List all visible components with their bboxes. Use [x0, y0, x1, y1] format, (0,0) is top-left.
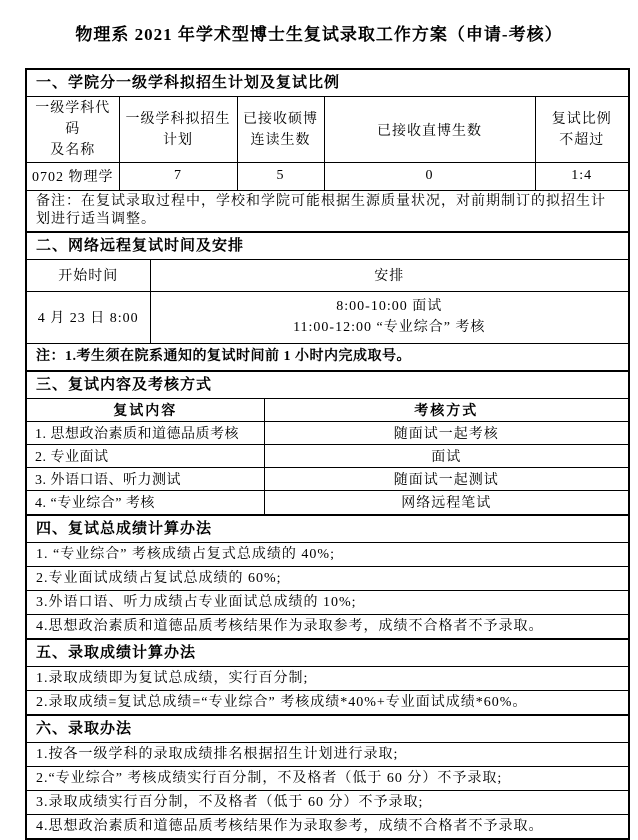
header-arrangement: 安排: [150, 259, 628, 291]
section-1-remark: 备注：在复试录取过程中，学校和学院可能根据生源质量状况，对前期制订的拟招生计划进行适当调整。: [27, 190, 628, 231]
list-item: 1. “专业综合” 考核成绩占复式总成绩的 40%;: [27, 542, 628, 566]
section-1-heading: 一、学院分一级学科拟招生计划及复试比例: [36, 75, 341, 91]
list-item: 4.思想政治素质和道德品质考核结果作为录取参考，成绩不合格者不予录取。: [27, 814, 628, 838]
arrangement-line-2: 11:00-12:00 “专业综合” 考核: [293, 320, 486, 336]
header-zhibo-count: 已接收直博生数: [324, 97, 535, 163]
table-row: [27, 491, 628, 514]
cell-method-2: 面试: [264, 445, 628, 468]
arrangement-line-1: 8:00-10:00 面试: [336, 299, 443, 315]
cell-start-time: 4 月 23 日 8:00: [27, 291, 150, 343]
list-item: 3.录取成绩实行百分制，不及格者（低于 60 分）不予录取;: [27, 790, 628, 814]
cell-ratio: 1:4: [535, 163, 628, 190]
cell-shuobo: 5: [237, 163, 324, 190]
section-5-heading: 五、录取成绩计算办法: [27, 638, 628, 666]
header-ratio: 复试比例 不超过: [535, 97, 628, 163]
table-header-row: [27, 259, 628, 291]
table-header-row: [27, 97, 628, 163]
cell-content-2: 2. 专业面试: [27, 445, 264, 468]
list-item: 2.录取成绩=复试总成绩=“专业综合” 考核成绩*40%+专业面试成绩*60%。: [27, 690, 628, 714]
enrollment-plan-table: [27, 96, 628, 190]
header-start-time: 开始时间: [27, 259, 150, 291]
table-row: [27, 422, 628, 445]
assessment-table: [27, 398, 628, 514]
table-row: [27, 468, 628, 491]
header-content: 复试内容: [27, 399, 264, 422]
table-row: [27, 163, 628, 190]
cell-content-1: 1. 思想政治素质和道德品质考核: [27, 422, 264, 445]
cell-method-3: 随面试一起测试: [264, 468, 628, 491]
section-2-note: 注：1.考生须在院系通知的复试时间前 1 小时内完成取号。: [27, 343, 628, 370]
table-row: [27, 445, 628, 468]
cell-code-name: 0702 物理学: [27, 163, 119, 190]
header-discipline-code: 一级学科代码 及名称: [27, 97, 119, 163]
cell-zhibo: 0: [324, 163, 535, 190]
cell-method-1: 随面试一起考核: [264, 422, 628, 445]
list-item: 4.思想政治素质和道德品质考核结果作为录取参考，成绩不合格者不予录取。: [27, 614, 628, 638]
main-table: [25, 68, 630, 840]
cell-method-4: 网络远程笔试: [264, 491, 628, 514]
header-shuobo-count: 已接收硕博 连读生数: [237, 97, 324, 163]
list-item: 1.按各一级学科的录取成绩排名根据招生计划进行录取;: [27, 742, 628, 766]
list-item: 3.外语口语、听力成绩占专业面试总成绩的 10%;: [27, 590, 628, 614]
table-header-row: [27, 399, 628, 422]
list-item: 1.录取成绩即为复试总成绩，实行百分制;: [27, 666, 628, 690]
cell-content-4: 4. “专业综合” 考核: [27, 491, 264, 514]
list-item: 2.“专业综合” 考核成绩实行百分制，不及格者（低于 60 分）不予录取;: [27, 766, 628, 790]
cell-arrangement: [150, 291, 628, 343]
page-title: 物理系 2021 年学术型博士生复试录取工作方案（申请-考核）: [75, 25, 563, 44]
section-3-heading: 三、复试内容及考核方式: [27, 370, 628, 398]
section-6-heading: 六、录取办法: [27, 714, 628, 742]
list-item: 2.专业面试成绩占复试总成绩的 60%;: [27, 566, 628, 590]
schedule-table: [27, 259, 628, 344]
section-2-heading: 二、网络远程复试时间及安排: [27, 231, 628, 259]
header-method: 考核方式: [264, 399, 628, 422]
table-row: [27, 291, 628, 343]
cell-plan: 7: [119, 163, 237, 190]
section-4-heading: 四、复试总成绩计算办法: [27, 514, 628, 542]
header-plan: 一级学科拟招生 计划: [119, 97, 237, 163]
cell-content-3: 3. 外语口语、听力测试: [27, 468, 264, 491]
